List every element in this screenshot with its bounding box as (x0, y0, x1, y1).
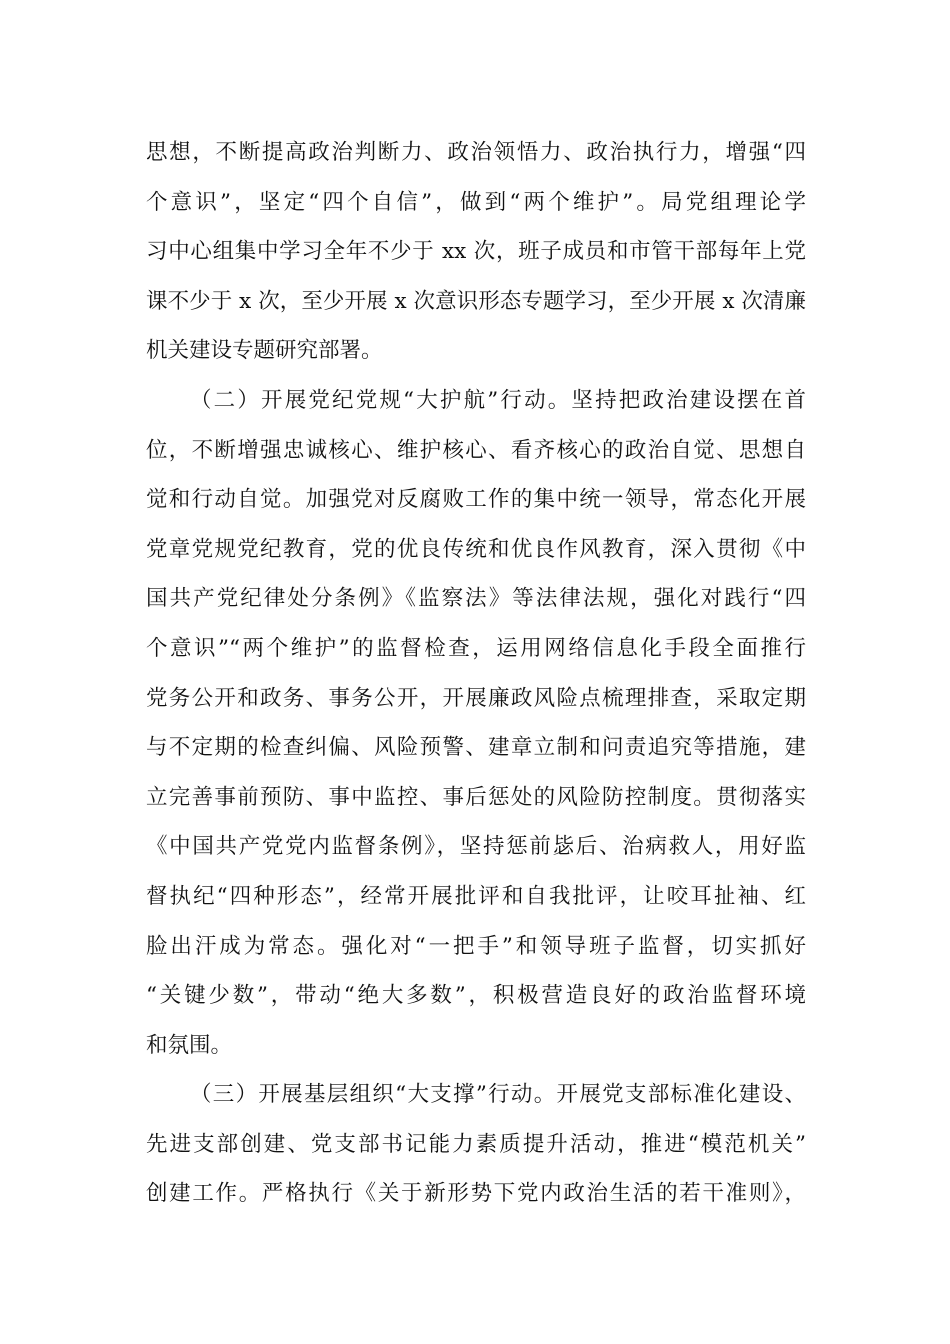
paragraph-1-line-1: 思想，不断提高政治判断力、政治领悟力、政治执行力，增强“四 (146, 140, 806, 165)
paragraph-2-line-6: 个意识”“两个维护”的监督检查，运用网络信息化手段全面推行 (146, 635, 806, 661)
paragraph-2-line-3: 觉和行动自觉。加强党对反腐败工作的集中统一领导，常态化开展 (146, 487, 806, 513)
paragraph-3-line-2: 先进支部创建、党支部书记能力素质提升活动，推进“模范机关” (146, 1131, 806, 1157)
paragraph-2-line-7: 党务公开和政务、事务公开，开展廉政风险点梳理排查，采取定期 (146, 685, 806, 711)
paragraph-1-line-3: 习中心组集中学习全年不少于 xx 次，班子成员和市管干部每年上党 (146, 239, 806, 265)
paragraph-2-line-1: （二）开展党纪党规“大护航”行动。坚持把政治建设摆在首 (190, 387, 806, 413)
paragraph-2-line-11: 督执纪“四种形态”，经常开展批评和自我批评，让咬耳扯袖、红 (146, 883, 806, 909)
paragraph-1-line-5: 机关建设专题研究部署。 (146, 338, 383, 364)
paragraph-1-line-4: 课不少于 x 次，至少开展 x 次意识形态专题学习，至少开展 x 次清廉 (146, 288, 806, 314)
document-body (146, 128, 806, 1219)
paragraph-2-line-9: 立完善事前预防、事中监控、事后惩处的风险防控制度。贯彻落实 (146, 784, 806, 810)
paragraph-3-line-3: 创建工作。严格执行《关于新形势下党内政治生活的若干准则》， (146, 1181, 806, 1207)
paragraph-2-line-14: 和氛围。 (146, 1032, 233, 1058)
paragraph-2-line-8: 与不定期的检查纠偏、风险预警、建章立制和问责追究等措施，建 (146, 735, 806, 761)
paragraph-3-line-1: （三）开展基层组织“大支撑”行动。开展党支部标准化建设、 (190, 1082, 806, 1108)
paragraph-2-line-10: 《中国共产党党内监督条例》，坚持惩前毖后、治病救人，用好监 (146, 834, 806, 860)
paragraph-2-line-2: 位，不断增强忠诚核心、维护核心、看齐核心的政治自觉、思想自 (146, 437, 806, 463)
paragraph-2-line-4: 党章党规党纪教育，党的优良传统和优良作风教育，深入贯彻《中 (146, 536, 806, 562)
paragraph-2-line-5: 国共产党纪律处分条例》《监察法》等法律法规，强化对践行“四 (146, 586, 806, 612)
paragraph-1-line-2: 个意识”，坚定“四个自信”，做到“两个维护”。局党组理论学 (146, 189, 806, 215)
paragraph-2-line-13: “关键少数”，带动“绝大多数”，积极营造良好的政治监督环境 (146, 983, 806, 1009)
paragraph-2-line-12: 脸出汗成为常态。强化对“一把手”和领导班子监督，切实抓好 (146, 933, 806, 959)
